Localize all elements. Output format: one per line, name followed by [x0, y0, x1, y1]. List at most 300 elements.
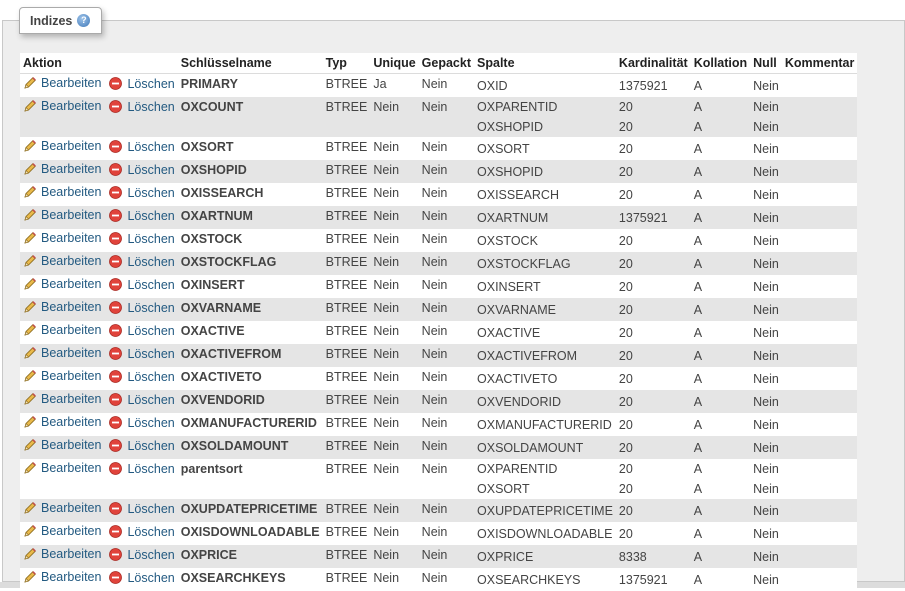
index-collation: A [691, 459, 750, 479]
index-comment [782, 413, 857, 436]
index-collation: A [691, 74, 750, 98]
index-type: BTREE [323, 229, 371, 252]
index-type: BTREE [323, 206, 371, 229]
action-cell [20, 206, 178, 229]
index-cardinality: 20 [616, 499, 691, 522]
index-type: BTREE [323, 275, 371, 298]
delete-link[interactable] [109, 209, 174, 223]
pencil-icon [23, 501, 37, 515]
index-unique: Ja [370, 74, 418, 98]
pencil-icon [23, 76, 37, 90]
pencil-icon [23, 570, 37, 584]
table-row [20, 160, 857, 183]
index-collation: A [691, 568, 750, 591]
edit-link[interactable] [23, 438, 101, 452]
index-collation: A [691, 298, 750, 321]
delete-label: Löschen [127, 324, 174, 338]
pencil-icon [23, 547, 37, 561]
edit-link[interactable] [23, 99, 101, 113]
edit-link[interactable] [23, 208, 101, 222]
delete-label: Löschen [127, 186, 174, 200]
delete-icon [109, 140, 122, 153]
index-column: OXACTIVEFROM [474, 344, 616, 367]
index-packed: Nein [419, 298, 474, 321]
index-null: Nein [750, 137, 782, 160]
edit-label: Bearbeiten [41, 415, 101, 429]
index-comment [782, 160, 857, 183]
index-cardinality: 20 [616, 479, 691, 499]
index-packed: Nein [419, 545, 474, 568]
index-packed: Nein [419, 413, 474, 436]
key-name: OXINSERT [178, 275, 323, 298]
index-unique: Nein [370, 137, 418, 160]
index-type: BTREE [323, 436, 371, 459]
action-cell [20, 321, 178, 344]
delete-icon [109, 324, 122, 337]
pencil-icon [23, 461, 37, 475]
index-collation: A [691, 160, 750, 183]
index-unique: Nein [370, 413, 418, 436]
col-header-unique: Unique [370, 53, 418, 74]
key-name: OXSORT [178, 137, 323, 160]
delete-link[interactable] [109, 301, 174, 315]
delete-link[interactable] [109, 393, 174, 407]
index-cardinality: 20 [616, 137, 691, 160]
edit-label: Bearbeiten [41, 208, 101, 222]
action-cell [20, 390, 178, 413]
index-null: Nein [750, 522, 782, 545]
key-name: OXARTNUM [178, 206, 323, 229]
action-cell [20, 436, 178, 459]
pencil-icon [23, 438, 37, 452]
edit-label: Bearbeiten [41, 501, 101, 515]
edit-link[interactable] [23, 392, 101, 406]
delete-icon [109, 232, 122, 245]
index-collation: A [691, 390, 750, 413]
index-comment [782, 97, 857, 117]
action-cell [20, 137, 178, 160]
table-row [20, 252, 857, 275]
index-unique: Nein [370, 252, 418, 275]
delete-label: Löschen [127, 209, 174, 223]
pencil-icon [23, 277, 37, 291]
index-comment [782, 436, 857, 459]
index-comment [782, 206, 857, 229]
index-comment [782, 252, 857, 275]
index-packed: Nein [419, 137, 474, 160]
index-unique: Nein [370, 568, 418, 591]
table-row [20, 183, 857, 206]
col-header-collation: Kollation [691, 53, 750, 74]
edit-label: Bearbeiten [41, 461, 101, 475]
index-unique: Nein [370, 436, 418, 459]
index-collation: A [691, 344, 750, 367]
edit-link[interactable] [23, 501, 101, 515]
pencil-icon [23, 139, 37, 153]
delete-label: Löschen [127, 232, 174, 246]
index-column: OXACTIVETO [474, 367, 616, 390]
index-packed: Nein [419, 229, 474, 252]
delete-link[interactable] [109, 186, 174, 200]
col-header-packed: Gepackt [419, 53, 474, 74]
indexes-table-body [20, 74, 857, 591]
action-cell [20, 499, 178, 522]
index-packed: Nein [419, 183, 474, 206]
delete-icon [109, 278, 122, 291]
index-type: BTREE [323, 137, 371, 160]
delete-link[interactable] [109, 278, 174, 292]
edit-link[interactable] [23, 415, 101, 429]
delete-link[interactable] [109, 347, 174, 361]
index-cardinality: 20 [616, 390, 691, 413]
key-name: OXISDOWNLOADABLE [178, 522, 323, 545]
index-null: Nein [750, 117, 782, 137]
index-cardinality: 20 [616, 117, 691, 137]
index-comment [782, 275, 857, 298]
index-unique: Nein [370, 183, 418, 206]
key-name: PRIMARY [178, 74, 323, 98]
delete-label: Löschen [127, 347, 174, 361]
delete-icon [109, 525, 122, 538]
index-comment [782, 74, 857, 98]
action-cell [20, 275, 178, 298]
edit-label: Bearbeiten [41, 570, 101, 584]
index-unique: Nein [370, 275, 418, 298]
action-cell [20, 97, 178, 137]
delete-link[interactable] [109, 439, 174, 453]
delete-icon [109, 186, 122, 199]
index-unique: Nein [370, 367, 418, 390]
index-type: BTREE [323, 568, 371, 591]
delete-icon [109, 347, 122, 360]
index-collation: A [691, 117, 750, 137]
index-null: Nein [750, 321, 782, 344]
index-packed: Nein [419, 568, 474, 591]
table-row [20, 499, 857, 522]
pencil-icon [23, 254, 37, 268]
index-comment [782, 137, 857, 160]
key-name: OXUPDATEPRICETIME [178, 499, 323, 522]
delete-icon [109, 462, 122, 475]
col-header-null: Null [750, 53, 782, 74]
index-column: OXMANUFACTURERID [474, 413, 616, 436]
index-packed: Nein [419, 390, 474, 413]
index-type: BTREE [323, 367, 371, 390]
index-type: BTREE [323, 390, 371, 413]
index-column: OXSTOCKFLAG [474, 252, 616, 275]
edit-link[interactable] [23, 524, 101, 538]
index-collation: A [691, 252, 750, 275]
index-column: OXVARNAME [474, 298, 616, 321]
help-icon[interactable]: ? [77, 14, 90, 27]
key-name: OXPRICE [178, 545, 323, 568]
index-unique: Nein [370, 229, 418, 252]
edit-label: Bearbeiten [41, 254, 101, 268]
index-column: OXSTOCK [474, 229, 616, 252]
index-cardinality: 20 [616, 275, 691, 298]
col-header-keyname: Schlüsselname [178, 53, 323, 74]
index-null: Nein [750, 413, 782, 436]
index-comment [782, 390, 857, 413]
action-cell [20, 252, 178, 275]
index-null: Nein [750, 229, 782, 252]
edit-label: Bearbeiten [41, 277, 101, 291]
index-type: BTREE [323, 252, 371, 275]
delete-label: Löschen [127, 416, 174, 430]
index-column: OXSHOPID [474, 160, 616, 183]
index-collation: A [691, 137, 750, 160]
edit-label: Bearbeiten [41, 323, 101, 337]
index-comment [782, 344, 857, 367]
index-collation: A [691, 499, 750, 522]
table-row [20, 275, 857, 298]
index-collation: A [691, 206, 750, 229]
action-cell [20, 183, 178, 206]
legend-title: Indizes [30, 14, 72, 28]
key-name: OXMANUFACTURERID [178, 413, 323, 436]
delete-link[interactable] [109, 77, 174, 91]
delete-link[interactable] [109, 462, 174, 476]
delete-label: Löschen [127, 525, 174, 539]
index-unique: Nein [370, 545, 418, 568]
table-row [20, 229, 857, 252]
index-cardinality: 20 [616, 298, 691, 321]
edit-label: Bearbeiten [41, 369, 101, 383]
index-packed: Nein [419, 459, 474, 499]
table-row [20, 344, 857, 367]
index-packed: Nein [419, 275, 474, 298]
key-name: OXVENDORID [178, 390, 323, 413]
edit-label: Bearbeiten [41, 438, 101, 452]
index-column: OXISDOWNLOADABLE [474, 522, 616, 545]
key-name: OXACTIVE [178, 321, 323, 344]
index-comment [782, 522, 857, 545]
delete-label: Löschen [127, 502, 174, 516]
edit-link[interactable] [23, 346, 101, 360]
delete-label: Löschen [127, 370, 174, 384]
table-row [20, 137, 857, 160]
index-comment [782, 479, 857, 499]
delete-icon [109, 209, 122, 222]
index-column: OXPRICE [474, 545, 616, 568]
edit-link[interactable] [23, 76, 101, 90]
index-cardinality: 20 [616, 252, 691, 275]
index-type: BTREE [323, 97, 371, 137]
table-row [20, 436, 857, 459]
action-cell [20, 522, 178, 545]
index-collation: A [691, 522, 750, 545]
delete-icon [109, 571, 122, 584]
key-name: OXSHOPID [178, 160, 323, 183]
col-header-comment: Kommentar [782, 53, 857, 74]
delete-label: Löschen [127, 77, 174, 91]
index-null: Nein [750, 206, 782, 229]
delete-link[interactable] [109, 525, 174, 539]
index-column: OXID [474, 74, 616, 98]
action-cell [20, 367, 178, 390]
edit-link[interactable] [23, 461, 101, 475]
index-column: OXPARENTID [474, 459, 616, 479]
key-name: OXSTOCKFLAG [178, 252, 323, 275]
delete-link[interactable] [109, 324, 174, 338]
index-collation: A [691, 97, 750, 117]
index-unique: Nein [370, 206, 418, 229]
index-null: Nein [750, 344, 782, 367]
index-comment [782, 367, 857, 390]
index-column: OXVENDORID [474, 390, 616, 413]
index-cardinality: 1375921 [616, 568, 691, 591]
pencil-icon [23, 231, 37, 245]
edit-link[interactable] [23, 547, 101, 561]
table-row [20, 74, 857, 98]
index-type: BTREE [323, 413, 371, 436]
table-row [20, 206, 857, 229]
index-cardinality: 20 [616, 522, 691, 545]
index-null: Nein [750, 568, 782, 591]
edit-link[interactable] [23, 185, 101, 199]
delete-label: Löschen [127, 571, 174, 585]
delete-label: Löschen [127, 462, 174, 476]
edit-label: Bearbeiten [41, 524, 101, 538]
delete-label: Löschen [127, 278, 174, 292]
index-type: BTREE [323, 74, 371, 98]
index-packed: Nein [419, 97, 474, 137]
delete-label: Löschen [127, 548, 174, 562]
index-packed: Nein [419, 74, 474, 98]
index-unique: Nein [370, 522, 418, 545]
index-packed: Nein [419, 367, 474, 390]
index-column: OXSHOPID [474, 117, 616, 137]
delete-link[interactable] [109, 140, 174, 154]
index-cardinality: 1375921 [616, 74, 691, 98]
index-type: BTREE [323, 183, 371, 206]
table-row [20, 367, 857, 390]
key-name: parentsort [178, 459, 323, 499]
edit-link[interactable] [23, 570, 101, 584]
index-type: BTREE [323, 545, 371, 568]
edit-label: Bearbeiten [41, 76, 101, 90]
delete-link[interactable] [109, 100, 174, 114]
delete-icon [109, 502, 122, 515]
index-column: OXACTIVE [474, 321, 616, 344]
key-name: OXSTOCK [178, 229, 323, 252]
index-type: BTREE [323, 344, 371, 367]
index-column: OXSORT [474, 137, 616, 160]
index-type: BTREE [323, 298, 371, 321]
index-null: Nein [750, 436, 782, 459]
index-null: Nein [750, 298, 782, 321]
index-comment [782, 229, 857, 252]
edit-link[interactable] [23, 231, 101, 245]
index-unique: Nein [370, 160, 418, 183]
delete-label: Löschen [127, 255, 174, 269]
edit-label: Bearbeiten [41, 185, 101, 199]
col-header-cardinality: Kardinalität [616, 53, 691, 74]
table-row [20, 390, 857, 413]
index-cardinality: 20 [616, 321, 691, 344]
edit-link[interactable] [23, 162, 101, 176]
edit-label: Bearbeiten [41, 547, 101, 561]
edit-link[interactable] [23, 369, 101, 383]
pencil-icon [23, 369, 37, 383]
delete-link[interactable] [109, 255, 174, 269]
action-cell [20, 74, 178, 98]
index-unique: Nein [370, 97, 418, 137]
index-type: BTREE [323, 522, 371, 545]
index-cardinality: 20 [616, 436, 691, 459]
index-cardinality: 20 [616, 97, 691, 117]
action-cell [20, 545, 178, 568]
key-name: OXACTIVETO [178, 367, 323, 390]
index-collation: A [691, 436, 750, 459]
pencil-icon [23, 524, 37, 538]
delete-link[interactable] [109, 502, 174, 516]
delete-link[interactable] [109, 232, 174, 246]
index-packed: Nein [419, 252, 474, 275]
delete-icon [109, 439, 122, 452]
index-collation: A [691, 367, 750, 390]
delete-link[interactable] [109, 548, 174, 562]
index-column: OXINSERT [474, 275, 616, 298]
index-packed: Nein [419, 321, 474, 344]
index-column: OXISSEARCH [474, 183, 616, 206]
delete-link[interactable] [109, 416, 174, 430]
edit-label: Bearbeiten [41, 139, 101, 153]
index-unique: Nein [370, 344, 418, 367]
index-unique: Nein [370, 459, 418, 499]
index-null: Nein [750, 252, 782, 275]
index-cardinality: 20 [616, 344, 691, 367]
index-collation: A [691, 321, 750, 344]
delete-link[interactable] [109, 571, 174, 585]
index-collation: A [691, 229, 750, 252]
edit-link[interactable] [23, 300, 101, 314]
table-row [20, 413, 857, 436]
pencil-icon [23, 185, 37, 199]
edit-label: Bearbeiten [41, 99, 101, 113]
key-name: OXVARNAME [178, 298, 323, 321]
pencil-icon [23, 208, 37, 222]
action-cell [20, 459, 178, 499]
edit-link[interactable] [23, 323, 101, 337]
index-packed: Nein [419, 344, 474, 367]
edit-link[interactable] [23, 139, 101, 153]
edit-label: Bearbeiten [41, 231, 101, 245]
edit-link[interactable] [23, 277, 101, 291]
action-cell [20, 413, 178, 436]
index-null: Nein [750, 367, 782, 390]
edit-link[interactable] [23, 254, 101, 268]
delete-icon [109, 255, 122, 268]
index-comment [782, 545, 857, 568]
index-null: Nein [750, 97, 782, 117]
delete-link[interactable] [109, 370, 174, 384]
index-cardinality: 20 [616, 183, 691, 206]
delete-link[interactable] [109, 163, 174, 177]
fieldset-legend [19, 7, 102, 34]
index-collation: A [691, 275, 750, 298]
index-null: Nein [750, 390, 782, 413]
index-collation: A [691, 413, 750, 436]
edit-label: Bearbeiten [41, 392, 101, 406]
index-null: Nein [750, 74, 782, 98]
edit-label: Bearbeiten [41, 300, 101, 314]
action-cell [20, 229, 178, 252]
index-comment [782, 499, 857, 522]
key-name: OXISSEARCH [178, 183, 323, 206]
index-column: OXARTNUM [474, 206, 616, 229]
action-cell [20, 160, 178, 183]
